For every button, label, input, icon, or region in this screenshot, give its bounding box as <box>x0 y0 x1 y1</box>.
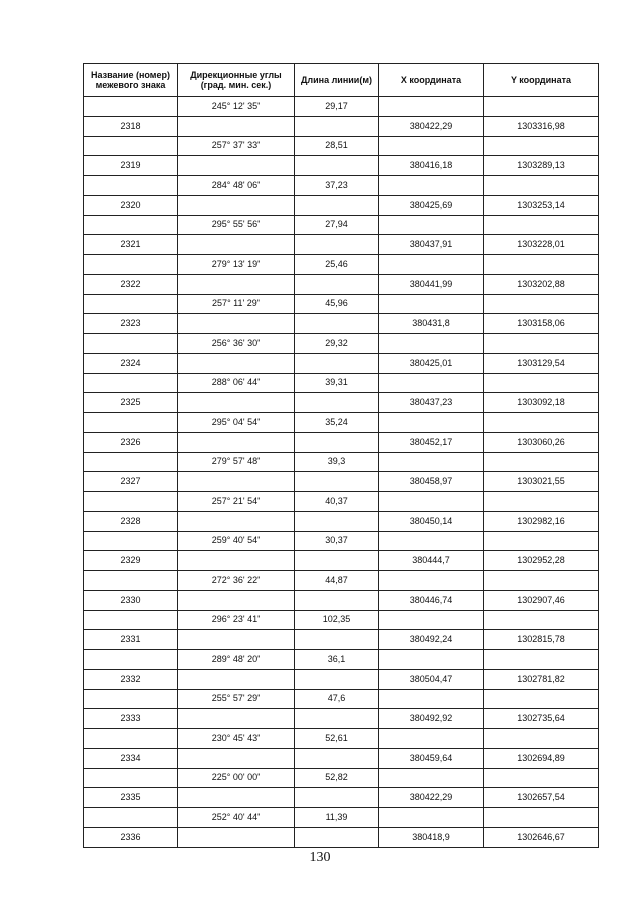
table-row <box>84 610 599 630</box>
cell-line-length <box>295 393 379 413</box>
cell-y-coordinate: 1302657,54 <box>484 788 599 808</box>
table-row <box>84 452 599 472</box>
cell-directional-angle: 255° 57' 29" <box>178 689 295 709</box>
table-row <box>84 788 599 808</box>
cell-x-coordinate <box>379 531 484 551</box>
table-row <box>84 274 599 294</box>
cell-mark-name: 2330 <box>84 590 178 610</box>
cell-mark-name <box>84 373 178 393</box>
table-row <box>84 511 599 531</box>
cell-y-coordinate <box>484 610 599 630</box>
cell-x-coordinate: 380441,99 <box>379 274 484 294</box>
table-row <box>84 353 599 373</box>
cell-y-coordinate <box>484 808 599 828</box>
cell-directional-angle: 257° 11' 29" <box>178 294 295 314</box>
cell-y-coordinate <box>484 255 599 275</box>
cell-line-length: 11,39 <box>295 808 379 828</box>
cell-mark-name: 2328 <box>84 511 178 531</box>
cell-x-coordinate <box>379 255 484 275</box>
cell-mark-name: 2325 <box>84 393 178 413</box>
table-row <box>84 255 599 275</box>
cell-y-coordinate <box>484 413 599 433</box>
table-row <box>84 748 599 768</box>
table-row <box>84 294 599 314</box>
cell-mark-name <box>84 294 178 314</box>
cell-line-length <box>295 709 379 729</box>
cell-directional-angle: 257° 37' 33" <box>178 136 295 156</box>
cell-line-length <box>295 156 379 176</box>
cell-x-coordinate: 380450,14 <box>379 511 484 531</box>
cell-y-coordinate: 1302694,89 <box>484 748 599 768</box>
table-row <box>84 630 599 650</box>
cell-mark-name <box>84 729 178 749</box>
table-row <box>84 393 599 413</box>
table-row <box>84 551 599 571</box>
cell-mark-name: 2334 <box>84 748 178 768</box>
cell-directional-angle: 288° 06' 44" <box>178 373 295 393</box>
table-row <box>84 215 599 235</box>
cell-y-coordinate <box>484 768 599 788</box>
cell-y-coordinate <box>484 294 599 314</box>
table-row <box>84 492 599 512</box>
page-number: 130 <box>309 850 331 865</box>
cell-mark-name: 2327 <box>84 472 178 492</box>
cell-mark-name <box>84 413 178 433</box>
cell-x-coordinate: 380437,23 <box>379 393 484 413</box>
cell-directional-angle <box>178 551 295 571</box>
cell-x-coordinate <box>379 571 484 591</box>
header-x-coordinate: X координата <box>379 64 484 97</box>
cell-x-coordinate <box>379 729 484 749</box>
cell-directional-angle: 289° 48' 20" <box>178 650 295 670</box>
cell-y-coordinate: 1303060,26 <box>484 432 599 452</box>
table-row <box>84 432 599 452</box>
cell-line-length <box>295 472 379 492</box>
header-y-coordinate: Y координата <box>484 64 599 97</box>
cell-directional-angle: 284° 48' 06" <box>178 176 295 196</box>
cell-directional-angle: 272° 36' 22" <box>178 571 295 591</box>
cell-mark-name <box>84 255 178 275</box>
table-row <box>84 709 599 729</box>
cell-mark-name <box>84 689 178 709</box>
cell-y-coordinate: 1302646,67 <box>484 827 599 847</box>
cell-directional-angle <box>178 393 295 413</box>
cell-line-length <box>295 669 379 689</box>
cell-mark-name <box>84 531 178 551</box>
cell-y-coordinate <box>484 97 599 117</box>
cell-x-coordinate: 380422,29 <box>379 788 484 808</box>
cell-mark-name <box>84 334 178 354</box>
table-row <box>84 195 599 215</box>
cell-x-coordinate <box>379 689 484 709</box>
cell-y-coordinate: 1302952,28 <box>484 551 599 571</box>
cell-directional-angle: 259° 40' 54" <box>178 531 295 551</box>
cell-y-coordinate: 1302815,78 <box>484 630 599 650</box>
cell-directional-angle: 279° 57' 48" <box>178 452 295 472</box>
table-row <box>84 176 599 196</box>
cell-line-length: 29,32 <box>295 334 379 354</box>
cell-x-coordinate: 380418,9 <box>379 827 484 847</box>
cell-line-length: 40,37 <box>295 492 379 512</box>
cell-directional-angle <box>178 195 295 215</box>
cell-mark-name: 2324 <box>84 353 178 373</box>
cell-mark-name: 2333 <box>84 709 178 729</box>
cell-directional-angle <box>178 827 295 847</box>
cell-x-coordinate <box>379 373 484 393</box>
cell-line-length <box>295 195 379 215</box>
cell-line-length <box>295 748 379 768</box>
cell-directional-angle <box>178 235 295 255</box>
cell-x-coordinate <box>379 334 484 354</box>
boundary-marks-table <box>83 63 599 848</box>
cell-line-length: 36,1 <box>295 650 379 670</box>
cell-directional-angle <box>178 432 295 452</box>
table-header-row <box>84 64 599 97</box>
cell-line-length <box>295 353 379 373</box>
cell-directional-angle <box>178 590 295 610</box>
table-row <box>84 808 599 828</box>
cell-directional-angle <box>178 630 295 650</box>
cell-y-coordinate <box>484 334 599 354</box>
cell-line-length <box>295 827 379 847</box>
cell-y-coordinate <box>484 689 599 709</box>
cell-x-coordinate <box>379 176 484 196</box>
cell-directional-angle <box>178 116 295 136</box>
cell-mark-name <box>84 808 178 828</box>
cell-y-coordinate: 1302781,82 <box>484 669 599 689</box>
cell-x-coordinate: 380425,69 <box>379 195 484 215</box>
cell-line-length: 25,46 <box>295 255 379 275</box>
cell-y-coordinate: 1303092,18 <box>484 393 599 413</box>
cell-x-coordinate <box>379 413 484 433</box>
cell-y-coordinate: 1303202,88 <box>484 274 599 294</box>
cell-mark-name: 2326 <box>84 432 178 452</box>
cell-line-length <box>295 274 379 294</box>
cell-y-coordinate: 1303129,54 <box>484 353 599 373</box>
cell-directional-angle <box>178 788 295 808</box>
cell-line-length <box>295 788 379 808</box>
cell-line-length: 39,31 <box>295 373 379 393</box>
cell-line-length: 45,96 <box>295 294 379 314</box>
cell-mark-name <box>84 650 178 670</box>
cell-mark-name: 2319 <box>84 156 178 176</box>
cell-mark-name <box>84 610 178 630</box>
cell-y-coordinate: 1302735,64 <box>484 709 599 729</box>
cell-directional-angle: 256° 36' 30" <box>178 334 295 354</box>
table-row <box>84 590 599 610</box>
cell-x-coordinate <box>379 136 484 156</box>
cell-y-coordinate <box>484 452 599 472</box>
cell-y-coordinate: 1303228,01 <box>484 235 599 255</box>
cell-y-coordinate <box>484 492 599 512</box>
cell-x-coordinate: 380492,92 <box>379 709 484 729</box>
cell-y-coordinate <box>484 729 599 749</box>
cell-mark-name <box>84 136 178 156</box>
cell-x-coordinate: 380416,18 <box>379 156 484 176</box>
cell-line-length: 28,51 <box>295 136 379 156</box>
cell-directional-angle <box>178 353 295 373</box>
table-row <box>84 650 599 670</box>
cell-x-coordinate: 380452,17 <box>379 432 484 452</box>
cell-directional-angle: 230° 45' 43" <box>178 729 295 749</box>
cell-mark-name <box>84 492 178 512</box>
cell-mark-name <box>84 176 178 196</box>
cell-x-coordinate: 380437,91 <box>379 235 484 255</box>
table-row <box>84 413 599 433</box>
cell-mark-name: 2336 <box>84 827 178 847</box>
cell-x-coordinate <box>379 492 484 512</box>
cell-line-length: 39,3 <box>295 452 379 472</box>
cell-mark-name: 2320 <box>84 195 178 215</box>
cell-directional-angle <box>178 709 295 729</box>
cell-line-length <box>295 432 379 452</box>
cell-x-coordinate <box>379 650 484 670</box>
cell-line-length: 52,82 <box>295 768 379 788</box>
table-row <box>84 531 599 551</box>
cell-y-coordinate <box>484 373 599 393</box>
cell-mark-name: 2322 <box>84 274 178 294</box>
table-row <box>84 136 599 156</box>
cell-mark-name: 2329 <box>84 551 178 571</box>
cell-y-coordinate <box>484 176 599 196</box>
cell-y-coordinate <box>484 531 599 551</box>
cell-line-length: 37,23 <box>295 176 379 196</box>
cell-mark-name <box>84 97 178 117</box>
cell-mark-name: 2335 <box>84 788 178 808</box>
cell-y-coordinate <box>484 215 599 235</box>
cell-line-length: 52,61 <box>295 729 379 749</box>
cell-line-length: 47,6 <box>295 689 379 709</box>
cell-directional-angle <box>178 274 295 294</box>
cell-mark-name: 2318 <box>84 116 178 136</box>
cell-x-coordinate <box>379 215 484 235</box>
cell-directional-angle <box>178 472 295 492</box>
cell-x-coordinate <box>379 610 484 630</box>
table-row <box>84 334 599 354</box>
header-mark-name: Название (номер) межевого знака <box>84 64 178 97</box>
cell-directional-angle <box>178 314 295 334</box>
cell-directional-angle: 279° 13' 19" <box>178 255 295 275</box>
table-row <box>84 827 599 847</box>
table-body <box>84 97 599 848</box>
cell-x-coordinate <box>379 808 484 828</box>
cell-x-coordinate <box>379 452 484 472</box>
cell-line-length <box>295 314 379 334</box>
cell-x-coordinate: 380504,47 <box>379 669 484 689</box>
cell-mark-name <box>84 768 178 788</box>
table-row <box>84 314 599 334</box>
table-row <box>84 116 599 136</box>
cell-y-coordinate: 1302982,16 <box>484 511 599 531</box>
cell-line-length: 30,37 <box>295 531 379 551</box>
cell-y-coordinate: 1303316,98 <box>484 116 599 136</box>
cell-mark-name: 2332 <box>84 669 178 689</box>
cell-directional-angle: 257° 21' 54" <box>178 492 295 512</box>
cell-mark-name: 2331 <box>84 630 178 650</box>
cell-x-coordinate <box>379 97 484 117</box>
cell-line-length: 27,94 <box>295 215 379 235</box>
cell-x-coordinate: 380431,8 <box>379 314 484 334</box>
cell-x-coordinate: 380422,29 <box>379 116 484 136</box>
cell-y-coordinate <box>484 136 599 156</box>
table-row <box>84 729 599 749</box>
cell-directional-angle: 225° 00' 00" <box>178 768 295 788</box>
cell-y-coordinate <box>484 571 599 591</box>
cell-directional-angle <box>178 511 295 531</box>
header-directional-angle: Дирекционные углы (град. мин. сек.) <box>178 64 295 97</box>
cell-directional-angle <box>178 156 295 176</box>
cell-line-length <box>295 630 379 650</box>
cell-line-length: 102,35 <box>295 610 379 630</box>
table-row <box>84 373 599 393</box>
cell-line-length: 29,17 <box>295 97 379 117</box>
header-line-length: Длина линии(м) <box>295 64 379 97</box>
cell-line-length <box>295 551 379 571</box>
cell-line-length: 35,24 <box>295 413 379 433</box>
cell-mark-name <box>84 215 178 235</box>
cell-mark-name <box>84 452 178 472</box>
cell-directional-angle: 252° 40' 44" <box>178 808 295 828</box>
table-row <box>84 571 599 591</box>
cell-mark-name: 2321 <box>84 235 178 255</box>
cell-directional-angle <box>178 669 295 689</box>
cell-y-coordinate: 1303289,13 <box>484 156 599 176</box>
cell-directional-angle <box>178 748 295 768</box>
table-row <box>84 472 599 492</box>
cell-line-length <box>295 235 379 255</box>
cell-x-coordinate <box>379 768 484 788</box>
cell-line-length <box>295 590 379 610</box>
table-row <box>84 235 599 255</box>
cell-y-coordinate: 1303253,14 <box>484 195 599 215</box>
cell-y-coordinate: 1302907,46 <box>484 590 599 610</box>
cell-directional-angle: 295° 55' 56" <box>178 215 295 235</box>
cell-line-length: 44,87 <box>295 571 379 591</box>
cell-directional-angle: 295° 04' 54" <box>178 413 295 433</box>
table-row <box>84 156 599 176</box>
table-row <box>84 768 599 788</box>
table-row <box>84 689 599 709</box>
cell-x-coordinate: 380459,64 <box>379 748 484 768</box>
table-row <box>84 669 599 689</box>
cell-x-coordinate <box>379 294 484 314</box>
cell-line-length <box>295 116 379 136</box>
cell-x-coordinate: 380444,7 <box>379 551 484 571</box>
cell-x-coordinate: 380492,24 <box>379 630 484 650</box>
cell-x-coordinate: 380446,74 <box>379 590 484 610</box>
cell-y-coordinate: 1303158,06 <box>484 314 599 334</box>
cell-directional-angle: 245° 12' 35" <box>178 97 295 117</box>
cell-y-coordinate <box>484 650 599 670</box>
cell-x-coordinate: 380425,01 <box>379 353 484 373</box>
cell-mark-name: 2323 <box>84 314 178 334</box>
cell-directional-angle: 296° 23' 41" <box>178 610 295 630</box>
table-row <box>84 97 599 117</box>
cell-mark-name <box>84 571 178 591</box>
cell-x-coordinate: 380458,97 <box>379 472 484 492</box>
cell-line-length <box>295 511 379 531</box>
cell-y-coordinate: 1303021,55 <box>484 472 599 492</box>
